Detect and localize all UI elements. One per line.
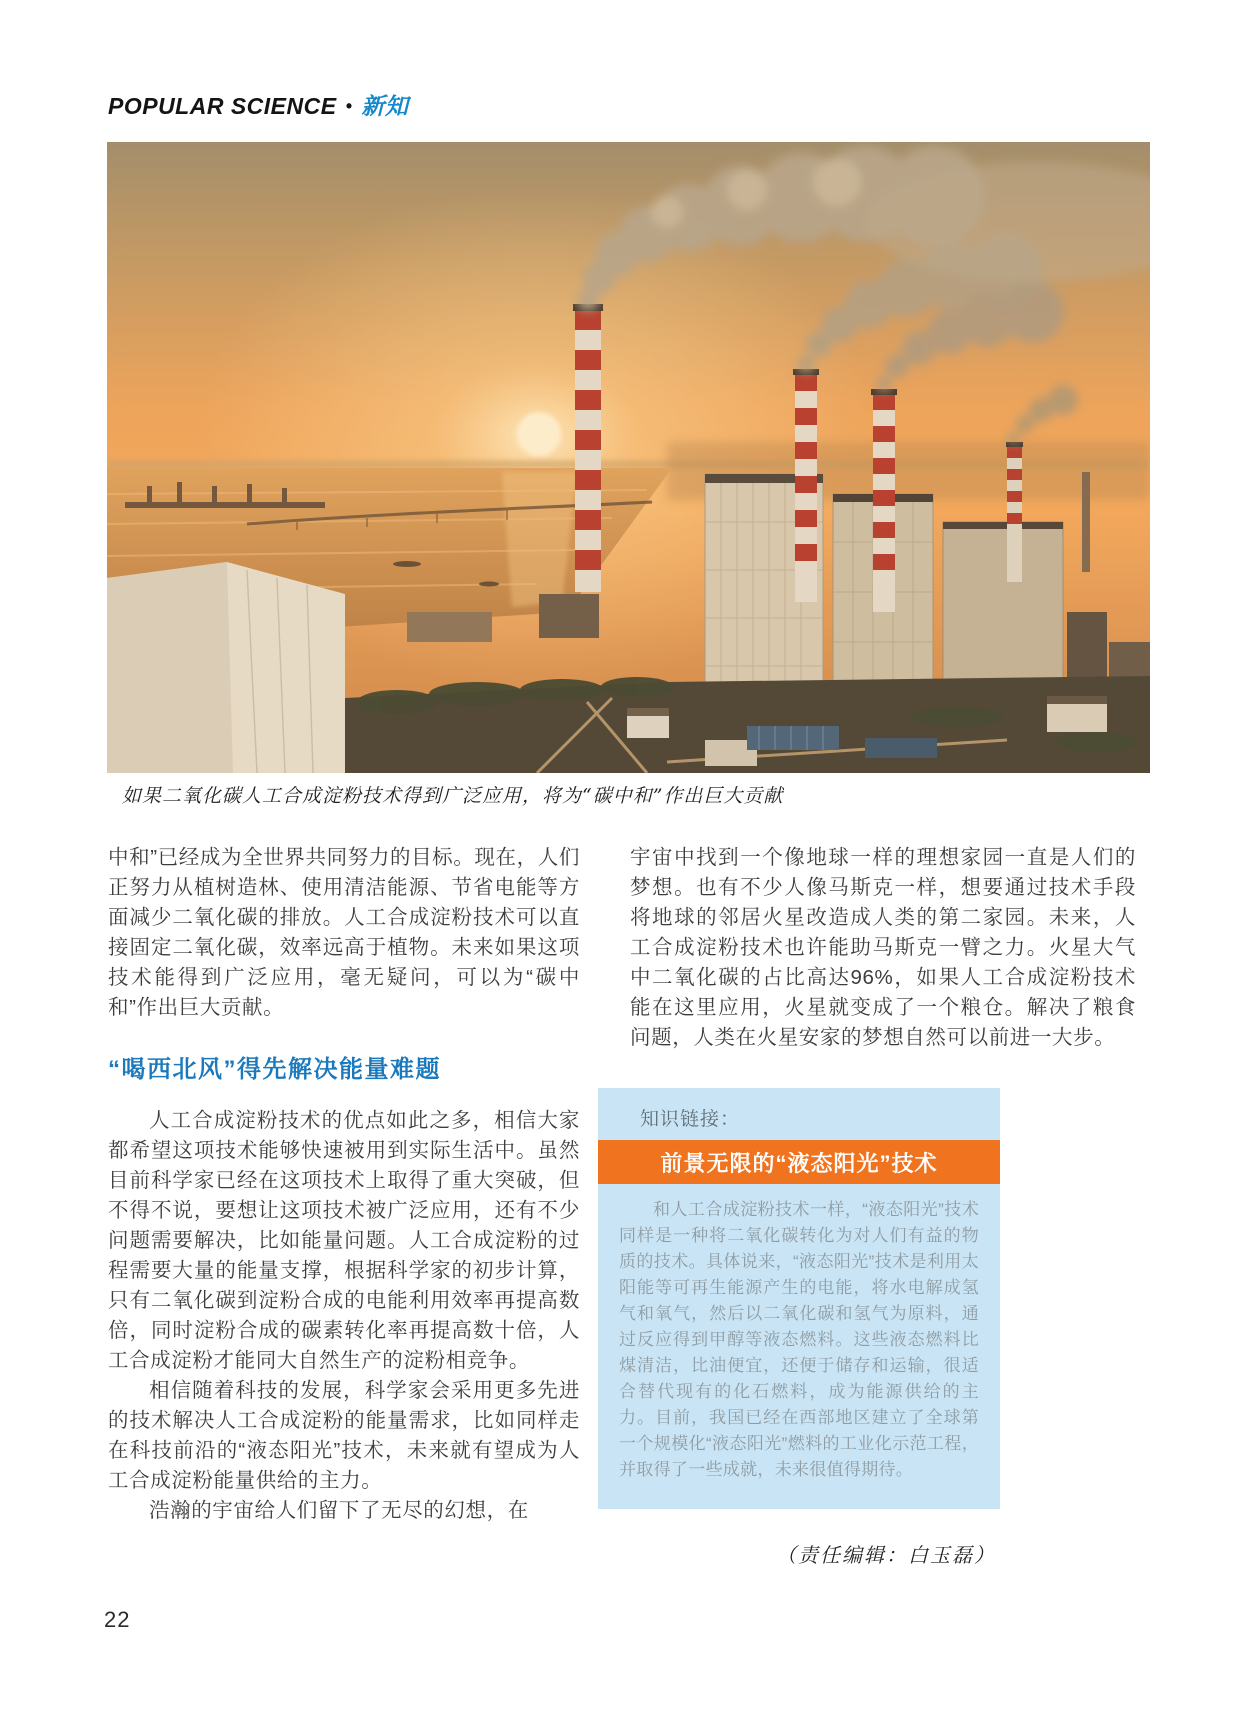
knowledge-link-box	[598, 1088, 1000, 1509]
paragraph-energy-problem: 人工合成淀粉技术的优点如此之多，相信大家都希望这项技术能够快速被用到实际生活中。虽然目前科学家已经在这项技术上取得了重大突破，但不得不说，要想让这项技术被广泛应用，还有不少问题需要解决，比如能量问题。人工合成淀粉的过程需要大量的能量支撑，根据科学家的初步计算，只有二氧化碳到淀粉合成的电能利用效率再提高数倍，同时淀粉合成的碳素转化率再提高数十倍，人工合成淀粉才能同大自然生产的淀粉相竞争。	[108, 1109, 580, 1372]
editor-credit: （责任编辑：白玉磊）	[776, 1543, 996, 1567]
page-number: 22	[104, 1607, 131, 1632]
paragraph-carbon-neutral: 中和”已经成为全世界共同努力的目标。现在，人们正努力从植树造林、使用清洁能源、节省电能等方面减少二氧化碳的排放。人工合成淀粉技术可以直接固定二氧化碳，效率远高于植物。未来如果这项技术能得到广泛应用，毫无疑问，可以为“碳中和”作出巨大贡献。	[108, 846, 580, 1019]
section-heading: “喝西北风”得先解决能量难题	[108, 1056, 441, 1083]
magazine-title: POPULAR SCIENCE	[108, 93, 337, 119]
knowledge-link-body: 和人工合成淀粉技术一样，“液态阳光”技术同样是一种将二氧化碳转化为对人们有益的物质的技术。具体说来，“液态阳光”技术是利用太阳能等可再生能源产生的电能，将水电解成氢气和氧气，然后以二氧化碳和氢气为原料，通过反应得到甲醇等液态燃料。这些液态燃料比煤清洁，比油便宜，还便于储存和运输，很适合替代现有的化石燃料，成为能源供给的主力。目前，我国已经在西部地区建立了全球第一个规模化“液态阳光”燃料的工业化示范工程，并取得了一些成就，未来很值得期待。	[619, 1200, 979, 1479]
left-column	[108, 843, 580, 1568]
masthead-separator: •	[345, 96, 353, 116]
photo-caption: 如果二氧化碳人工合成淀粉技术得到广泛应用，将为“碳中和”作出巨大贡献	[122, 785, 784, 807]
power-plant-photo	[107, 142, 1150, 773]
paragraph-future-tech: 相信随着科技的发展，科学家会采用更多先进的技术解决人工合成淀粉的能量需求，比如同样走在科技前沿的“液态阳光”技术，未来就有望成为人工合成淀粉能量供给的主力。	[108, 1379, 580, 1492]
power-plant-photo-illustration	[107, 142, 1150, 773]
article-columns	[108, 843, 1136, 1568]
knowledge-link-title: 前景无限的“液态阳光”技术	[598, 1140, 1000, 1184]
masthead-section-name: 新知	[361, 93, 409, 119]
masthead	[108, 88, 408, 121]
right-column	[619, 843, 1136, 1568]
knowledge-link-label: 知识链接：	[640, 1109, 741, 1130]
paragraph-mars: 宇宙中找到一个像地球一样的理想家园一直是人们的梦想。也有不少人像马斯克一样，想要通过技术手段将地球的邻居火星改造成人类的第二家园。未来，人工合成淀粉技术也许能助马斯克一臂之力。火星大气中二氧化碳的占比高达96%，如果人工合成淀粉技术能在这里应用，火星就变成了一个粮仓。解决了粮食问题，人类在火星安家的梦想自然可以前进一大步。	[630, 846, 1136, 1049]
paragraph-universe-lead: 浩瀚的宇宙给人们留下了无尽的幻想，在	[149, 1499, 529, 1522]
